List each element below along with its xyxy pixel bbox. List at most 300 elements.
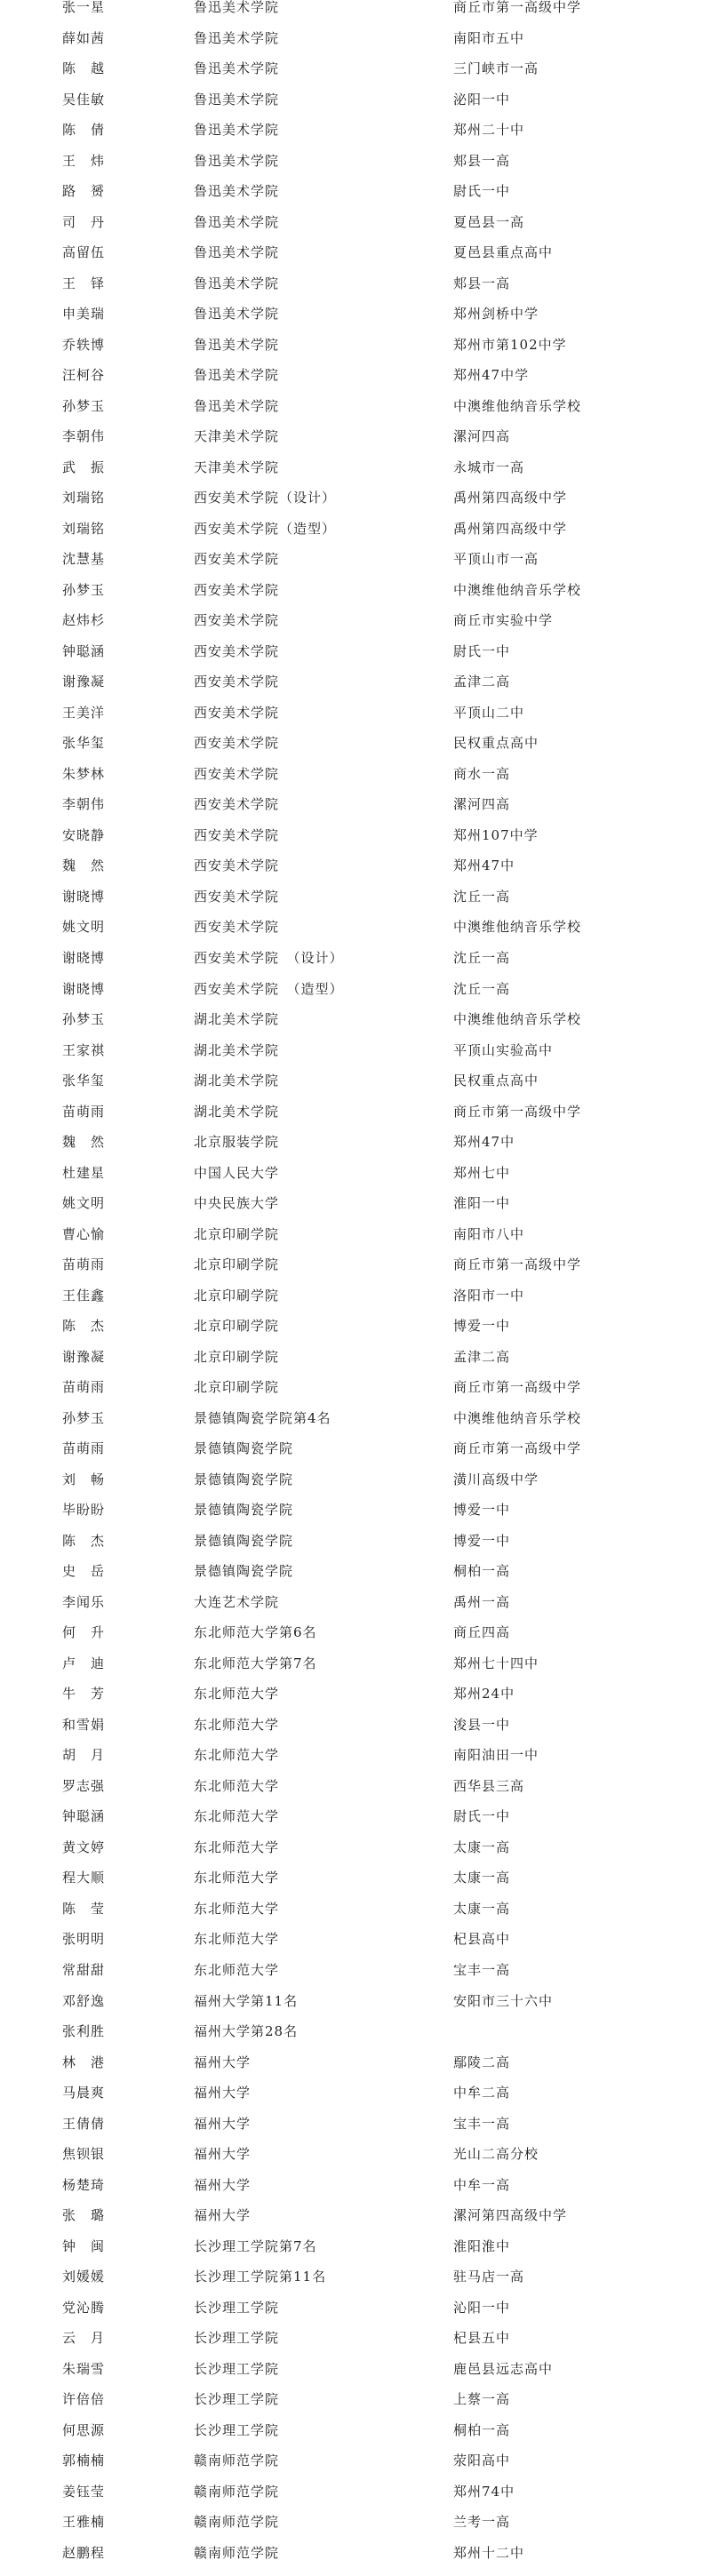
high-school: 郑州47中学: [453, 367, 530, 384]
admitted-school: 鲁迅美术学院: [194, 60, 280, 77]
admitted-school: 长沙理工学院: [194, 2330, 280, 2347]
admitted-school: 西安美术学院（设计）: [194, 490, 337, 506]
student-name: 赵鹏程: [62, 2544, 106, 2561]
table-row: [0, 1779, 711, 1810]
admitted-school: 赣南师范学院: [194, 2544, 280, 2561]
admitted-school: 长沙理工学院: [194, 2360, 280, 2377]
high-school: 宝丰一高: [453, 1962, 511, 1978]
admitted-school: 长沙理工学院: [194, 2421, 280, 2438]
admitted-school: 景德镇陶瓷学院第4名: [194, 1409, 332, 1426]
high-school: 郑州七十四中: [453, 1655, 539, 1671]
high-school: 民权重点高中: [453, 735, 539, 752]
high-school: 商丘市第一高级中学: [453, 0, 582, 15]
admitted-school: 景德镇陶瓷学院: [194, 1502, 294, 1519]
admitted-school: 福州大学: [194, 2115, 252, 2132]
high-school: 尉氏一中: [453, 642, 511, 659]
student-name: 汪柯谷: [62, 367, 106, 384]
admitted-school: 东北师范大学: [194, 1777, 280, 1794]
admitted-school: 鲁迅美术学院: [194, 29, 280, 46]
high-school: 中澳维他纳音乐学校: [453, 1409, 582, 1426]
table-row: [0, 2147, 711, 2178]
high-school: 沈丘一高: [453, 980, 511, 997]
student-name: 朱瑞雪: [62, 2360, 106, 2377]
table-row: [0, 1227, 711, 1258]
admitted-school: 北京印刷学院: [194, 1225, 280, 1242]
table-row: [0, 92, 711, 124]
table-row: [0, 1350, 711, 1381]
admitted-school: 景德镇陶瓷学院: [194, 1440, 294, 1457]
table-row: [0, 522, 711, 553]
admitted-school: 福州大学: [194, 2146, 252, 2163]
table-row: [0, 1687, 711, 1718]
admitted-school: 湖北美术学院: [194, 1011, 280, 1028]
high-school: 孟津二高: [453, 674, 511, 690]
table-row: [0, 429, 711, 460]
student-name: 陈 倩: [62, 122, 106, 139]
table-row: [0, 920, 711, 951]
high-school: 中澳维他纳音乐学校: [453, 581, 582, 598]
high-school: 安阳市三十六中: [453, 1992, 554, 2009]
table-row: [0, 0, 711, 31]
admitted-school: 湖北美术学院: [194, 1073, 280, 1089]
high-school: 潢川高级中学: [453, 1471, 539, 1487]
admitted-school: 福州大学: [194, 2207, 252, 2224]
table-row: [0, 1870, 711, 1902]
high-school: 杞县高中: [453, 1931, 511, 1948]
table-row: [0, 1595, 711, 1626]
student-name: 吴佳敏: [62, 91, 106, 108]
student-name: 许倍倍: [62, 2391, 106, 2408]
table-row: [0, 1564, 711, 1595]
admitted-school: 东北师范大学: [194, 1931, 280, 1948]
high-school: 桐柏一高: [453, 1563, 511, 1580]
admitted-school: 东北师范大学: [194, 1686, 280, 1703]
admitted-school: 赣南师范学院: [194, 2452, 280, 2469]
admitted-school: 北京服装学院: [194, 1134, 280, 1151]
student-name: 杨楚琦: [62, 2176, 106, 2193]
student-name: 杜建星: [62, 1164, 106, 1181]
student-name: 钟聪涵: [62, 1808, 106, 1825]
student-name: 孙梦玉: [62, 1409, 106, 1426]
student-name: 钟聪涵: [62, 642, 106, 659]
table-row: [0, 276, 711, 307]
student-name: 王美洋: [62, 704, 106, 721]
table-row: [0, 2178, 711, 2209]
admitted-school: 湖北美术学院: [194, 1103, 280, 1120]
high-school: 荥阳高中: [453, 2452, 511, 2469]
table-row: [0, 583, 711, 614]
high-school: 中牟二高: [453, 2085, 511, 2101]
high-school: 商丘市实验中学: [453, 612, 554, 629]
table-row: [0, 1380, 711, 1411]
student-name: 胡 月: [62, 1747, 106, 1764]
high-school: 郑州十二中: [453, 2544, 525, 2561]
table-row: [0, 1196, 711, 1227]
admitted-school: 鲁迅美术学院: [194, 275, 280, 291]
table-row: [0, 1288, 711, 1320]
admitted-school: 西安美术学院 （设计）: [194, 949, 344, 966]
table-row: [0, 1441, 711, 1472]
table-row: [0, 552, 711, 583]
admitted-school: 中央民族大学: [194, 1195, 280, 1212]
student-name: 钟 闽: [62, 2237, 106, 2254]
table-row: [0, 2331, 711, 2362]
admitted-school: 长沙理工学院第7名: [194, 2237, 317, 2254]
high-school: 太康一高: [453, 1838, 511, 1855]
admitted-school: 景德镇陶瓷学院: [194, 1471, 294, 1487]
student-name: 苗萌雨: [62, 1256, 106, 1273]
high-school: 商丘市第一高级中学: [453, 1103, 582, 1120]
admitted-school: 鲁迅美术学院: [194, 213, 280, 230]
student-name: 焦钡银: [62, 2146, 106, 2163]
admitted-school: 景德镇陶瓷学院: [194, 1532, 294, 1549]
table-row: [0, 184, 711, 215]
high-school: 尉氏一中: [453, 183, 511, 200]
student-name: 沈慧基: [62, 551, 106, 568]
table-row: [0, 706, 711, 737]
student-name: 云 月: [62, 2330, 106, 2347]
student-name: 曹心愉: [62, 1225, 106, 1242]
student-name: 张华玺: [62, 735, 106, 752]
table-row: [0, 61, 711, 92]
high-school: 淮阳淮中: [453, 2237, 511, 2254]
table-row: [0, 1718, 711, 1749]
admitted-school: 天津美术学院: [194, 428, 280, 445]
high-school: 永城市一高: [453, 459, 525, 475]
student-name: 孙梦玉: [62, 397, 106, 414]
table-row: [0, 1043, 711, 1074]
table-row: [0, 2484, 711, 2516]
high-school: 郑州七中: [453, 1164, 511, 1181]
admitted-school: 东北师范大学: [194, 1838, 280, 1855]
student-name: 魏 然: [62, 857, 106, 874]
high-school: 夏邑县一高: [453, 213, 525, 230]
table-row: [0, 2301, 711, 2332]
high-school: 太康一高: [453, 1870, 511, 1886]
high-school: 平顶山实验高中: [453, 1041, 554, 1058]
table-row: [0, 2269, 711, 2301]
student-name: 张明明: [62, 1931, 106, 1948]
admitted-school: 鲁迅美术学院: [194, 91, 280, 108]
admitted-school: 西安美术学院: [194, 796, 280, 813]
admitted-school: 福州大学第28名: [194, 2023, 299, 2040]
student-name: 程大顺: [62, 1870, 106, 1886]
table-row: [0, 1994, 711, 2025]
admitted-school: 东北师范大学: [194, 1870, 280, 1886]
table-row: [0, 951, 711, 982]
table-row: [0, 889, 711, 921]
student-name: 李闻乐: [62, 1593, 106, 1610]
high-school: 禹州一高: [453, 1593, 511, 1610]
table-row: [0, 736, 711, 767]
high-school: 南阳油田一中: [453, 1747, 539, 1764]
admitted-school: 西安美术学院: [194, 765, 280, 782]
student-name: 何 升: [62, 1624, 106, 1641]
table-row: [0, 797, 711, 828]
table-row: [0, 2362, 711, 2393]
admitted-school: 中国人民大学: [194, 1164, 280, 1181]
table-row: [0, 307, 711, 338]
high-school: 夏邑县重点高中: [453, 244, 554, 261]
high-school: 南阳市五中: [453, 29, 525, 46]
admitted-school: 西安美术学院: [194, 888, 280, 905]
high-school: 杞县五中: [453, 2330, 511, 2347]
student-name: 陈 杰: [62, 1532, 106, 1549]
admitted-school: 鲁迅美术学院: [194, 336, 280, 353]
student-name: 安晓静: [62, 826, 106, 843]
student-name: 王倩倩: [62, 2115, 106, 2132]
high-school: 郑州47中: [453, 1134, 515, 1151]
high-school: 孟津二高: [453, 1348, 511, 1365]
student-name: 毕盼盼: [62, 1502, 106, 1519]
table-row: [0, 2117, 711, 2148]
high-school: 太康一高: [453, 1900, 511, 1917]
table-row: [0, 1625, 711, 1656]
student-name: 卢 迪: [62, 1655, 106, 1671]
table-row: [0, 828, 711, 859]
high-school: 中牟一高: [453, 2176, 511, 2193]
admitted-school: 鲁迅美术学院: [194, 152, 280, 169]
table-row: [0, 1840, 711, 1871]
student-name: 孙梦玉: [62, 581, 106, 598]
admitted-school: 景德镇陶瓷学院: [194, 1563, 294, 1580]
table-row: [0, 1135, 711, 1166]
admitted-school: 福州大学: [194, 2176, 252, 2193]
table-row: [0, 338, 711, 369]
student-name: 陈 杰: [62, 1318, 106, 1335]
high-school: 沈丘一高: [453, 888, 511, 905]
high-school: 宝丰一高: [453, 2115, 511, 2132]
high-school: 中澳维他纳音乐学校: [453, 397, 582, 414]
high-school: 商丘市第一高级中学: [453, 1256, 582, 1273]
high-school: 商丘四高: [453, 1624, 511, 1641]
admitted-school: 西安美术学院: [194, 581, 280, 598]
student-name: 司 丹: [62, 213, 106, 230]
high-school: 泌阳一中: [453, 91, 511, 108]
student-name: 刘瑞铭: [62, 520, 106, 537]
student-name: 和雪娟: [62, 1716, 106, 1733]
table-row: [0, 490, 711, 522]
table-row: [0, 982, 711, 1013]
high-school: 漯河第四高级中学: [453, 2207, 568, 2224]
student-name: 苗萌雨: [62, 1103, 106, 1120]
admitted-school: 西安美术学院: [194, 551, 280, 568]
table-row: [0, 123, 711, 154]
high-school: 光山二高分校: [453, 2146, 539, 2163]
admitted-school: 东北师范大学: [194, 1716, 280, 1733]
admitted-school: 西安美术学院: [194, 826, 280, 843]
high-school: 西华县三高: [453, 1777, 525, 1794]
table-row: [0, 215, 711, 246]
student-name: 林 港: [62, 2054, 106, 2070]
table-row: [0, 1319, 711, 1350]
student-name: 邓舒逸: [62, 1992, 106, 2009]
student-name: 黄文婷: [62, 1838, 106, 1855]
student-name: 朱梦林: [62, 765, 106, 782]
table-row: [0, 31, 711, 62]
student-name: 赵炜杉: [62, 612, 106, 629]
table-row: [0, 1932, 711, 1963]
table-row: [0, 1012, 711, 1043]
student-name: 陈 莹: [62, 1900, 106, 1917]
admitted-school: 东北师范大学: [194, 1747, 280, 1764]
student-name: 孙梦玉: [62, 1011, 106, 1028]
table-row: [0, 1503, 711, 1534]
student-name: 陈 越: [62, 60, 106, 77]
admitted-school: 大连艺术学院: [194, 1593, 280, 1610]
high-school: 博爱一中: [453, 1532, 511, 1549]
student-name: 魏 然: [62, 1134, 106, 1151]
admitted-school: 西安美术学院: [194, 642, 280, 659]
admitted-school: 西安美术学院（造型）: [194, 520, 337, 537]
student-name: 谢晓博: [62, 949, 106, 966]
high-school: 漯河四高: [453, 796, 511, 813]
table-row: [0, 2515, 711, 2546]
high-school: 博爱一中: [453, 1318, 511, 1335]
admitted-school: 西安美术学院: [194, 735, 280, 752]
high-school: 郑州市第102中学: [453, 336, 567, 353]
admitted-school: 赣南师范学院: [194, 2483, 280, 2500]
table-row: [0, 368, 711, 399]
admitted-school: 福州大学: [194, 2085, 252, 2101]
student-name: 申美瑞: [62, 306, 106, 323]
student-name: 党沁腾: [62, 2299, 106, 2316]
table-row: [0, 1656, 711, 1687]
admitted-school: 福州大学: [194, 2054, 252, 2070]
student-name: 王 铎: [62, 275, 106, 291]
admitted-school: 西安美术学院 （造型）: [194, 980, 344, 997]
admitted-school: 长沙理工学院: [194, 2391, 280, 2408]
student-name: 姚文明: [62, 1195, 106, 1212]
student-name: 王佳鑫: [62, 1287, 106, 1304]
high-school: 商丘市第一高级中学: [453, 1379, 582, 1396]
table-row: [0, 2239, 711, 2270]
student-name: 姜钰莹: [62, 2483, 106, 2500]
admitted-school: 鲁迅美术学院: [194, 367, 280, 384]
table-row: [0, 1105, 711, 1136]
student-name: 王 炜: [62, 152, 106, 169]
table-row: [0, 2055, 711, 2086]
admitted-school: 东北师范大学: [194, 1808, 280, 1825]
table-row: [0, 2392, 711, 2423]
admitted-school: 鲁迅美术学院: [194, 0, 280, 15]
high-school: 平顶山市一高: [453, 551, 539, 568]
high-school: 南阳市八中: [453, 1225, 525, 1242]
table-row: [0, 1257, 711, 1288]
student-name: 张 璐: [62, 2207, 106, 2224]
admitted-school: 鲁迅美术学院: [194, 397, 280, 414]
student-name: 李朝伟: [62, 796, 106, 813]
table-row: [0, 674, 711, 706]
table-row: [0, 1809, 711, 1840]
admitted-school: 西安美术学院: [194, 674, 280, 690]
high-school: 平顶山二中: [453, 704, 525, 721]
student-name: 牛 芳: [62, 1686, 106, 1703]
table-row: [0, 399, 711, 430]
table-row: [0, 2453, 711, 2484]
high-school: 中澳维他纳音乐学校: [453, 919, 582, 936]
high-school: 洛阳市一中: [453, 1287, 525, 1304]
student-name: 薛如茜: [62, 29, 106, 46]
high-school: 桐柏一高: [453, 2421, 511, 2438]
student-name: 刘媛媛: [62, 2269, 106, 2285]
high-school: 郑州剑桥中学: [453, 306, 539, 323]
student-name: 罗志强: [62, 1777, 106, 1794]
high-school: 尉氏一中: [453, 1808, 511, 1825]
table-row: [0, 767, 711, 798]
student-name: 苗萌雨: [62, 1379, 106, 1396]
student-name: 苗萌雨: [62, 1440, 106, 1457]
student-name: 常甜甜: [62, 1962, 106, 1978]
high-school: 鹿邑县远志高中: [453, 2360, 554, 2377]
student-name: 王家祺: [62, 1041, 106, 1058]
table-row: [0, 2086, 711, 2117]
table-row: [0, 2208, 711, 2239]
high-school: 三门峡市一高: [453, 60, 539, 77]
table-row: [0, 1534, 711, 1565]
admitted-school: 西安美术学院: [194, 919, 280, 936]
table-row: [0, 460, 711, 491]
high-school: 商丘市第一高级中学: [453, 1440, 582, 1457]
student-name: 乔轶博: [62, 336, 106, 353]
high-school: 郑州47中: [453, 857, 515, 874]
high-school: 郑州二十中: [453, 122, 525, 139]
admitted-school: 西安美术学院: [194, 612, 280, 629]
student-name: 谢晓博: [62, 980, 106, 997]
table-row: [0, 1073, 711, 1105]
table-row: [0, 644, 711, 675]
high-school: 驻马店一高: [453, 2269, 525, 2285]
admitted-school: 湖北美术学院: [194, 1041, 280, 1058]
high-school: 中澳维他纳音乐学校: [453, 1011, 582, 1028]
high-school: 禹州第四高级中学: [453, 490, 568, 506]
admitted-school: 天津美术学院: [194, 459, 280, 475]
table-row: [0, 1411, 711, 1442]
admitted-school: 鲁迅美术学院: [194, 244, 280, 261]
admitted-school: 东北师范大学第7名: [194, 1655, 317, 1671]
student-name: 谢豫凝: [62, 674, 106, 690]
table-row: [0, 245, 711, 276]
table-row: [0, 1166, 711, 1197]
high-school: 郏县一高: [453, 152, 511, 169]
student-name: 王雅楠: [62, 2514, 106, 2531]
table-row: [0, 2546, 711, 2576]
student-name: 马晨爽: [62, 2085, 106, 2101]
table-row: [0, 613, 711, 644]
admitted-school: 长沙理工学院第11名: [194, 2269, 327, 2285]
high-school: 郑州24中: [453, 1686, 515, 1703]
student-name: 史 岳: [62, 1563, 106, 1580]
high-school: 郏县一高: [453, 275, 511, 291]
student-name: 何思源: [62, 2421, 106, 2438]
admitted-school: 长沙理工学院: [194, 2299, 280, 2316]
high-school: 兰考一高: [453, 2514, 511, 2531]
admitted-school: 北京印刷学院: [194, 1318, 280, 1335]
high-school: 漯河四高: [453, 428, 511, 445]
high-school: 禹州第四高级中学: [453, 520, 568, 537]
table-row: [0, 1748, 711, 1779]
admitted-school: 北京印刷学院: [194, 1348, 280, 1365]
high-school: 郑州74中: [453, 2483, 515, 2500]
student-name: 谢晓博: [62, 888, 106, 905]
admitted-school: 赣南师范学院: [194, 2514, 280, 2531]
admitted-school: 鲁迅美术学院: [194, 306, 280, 323]
high-school: 上蔡一高: [453, 2391, 511, 2408]
table-row: [0, 1963, 711, 1994]
student-name: 高留伍: [62, 244, 106, 261]
admitted-school: 西安美术学院: [194, 857, 280, 874]
admitted-school: 北京印刷学院: [194, 1379, 280, 1396]
